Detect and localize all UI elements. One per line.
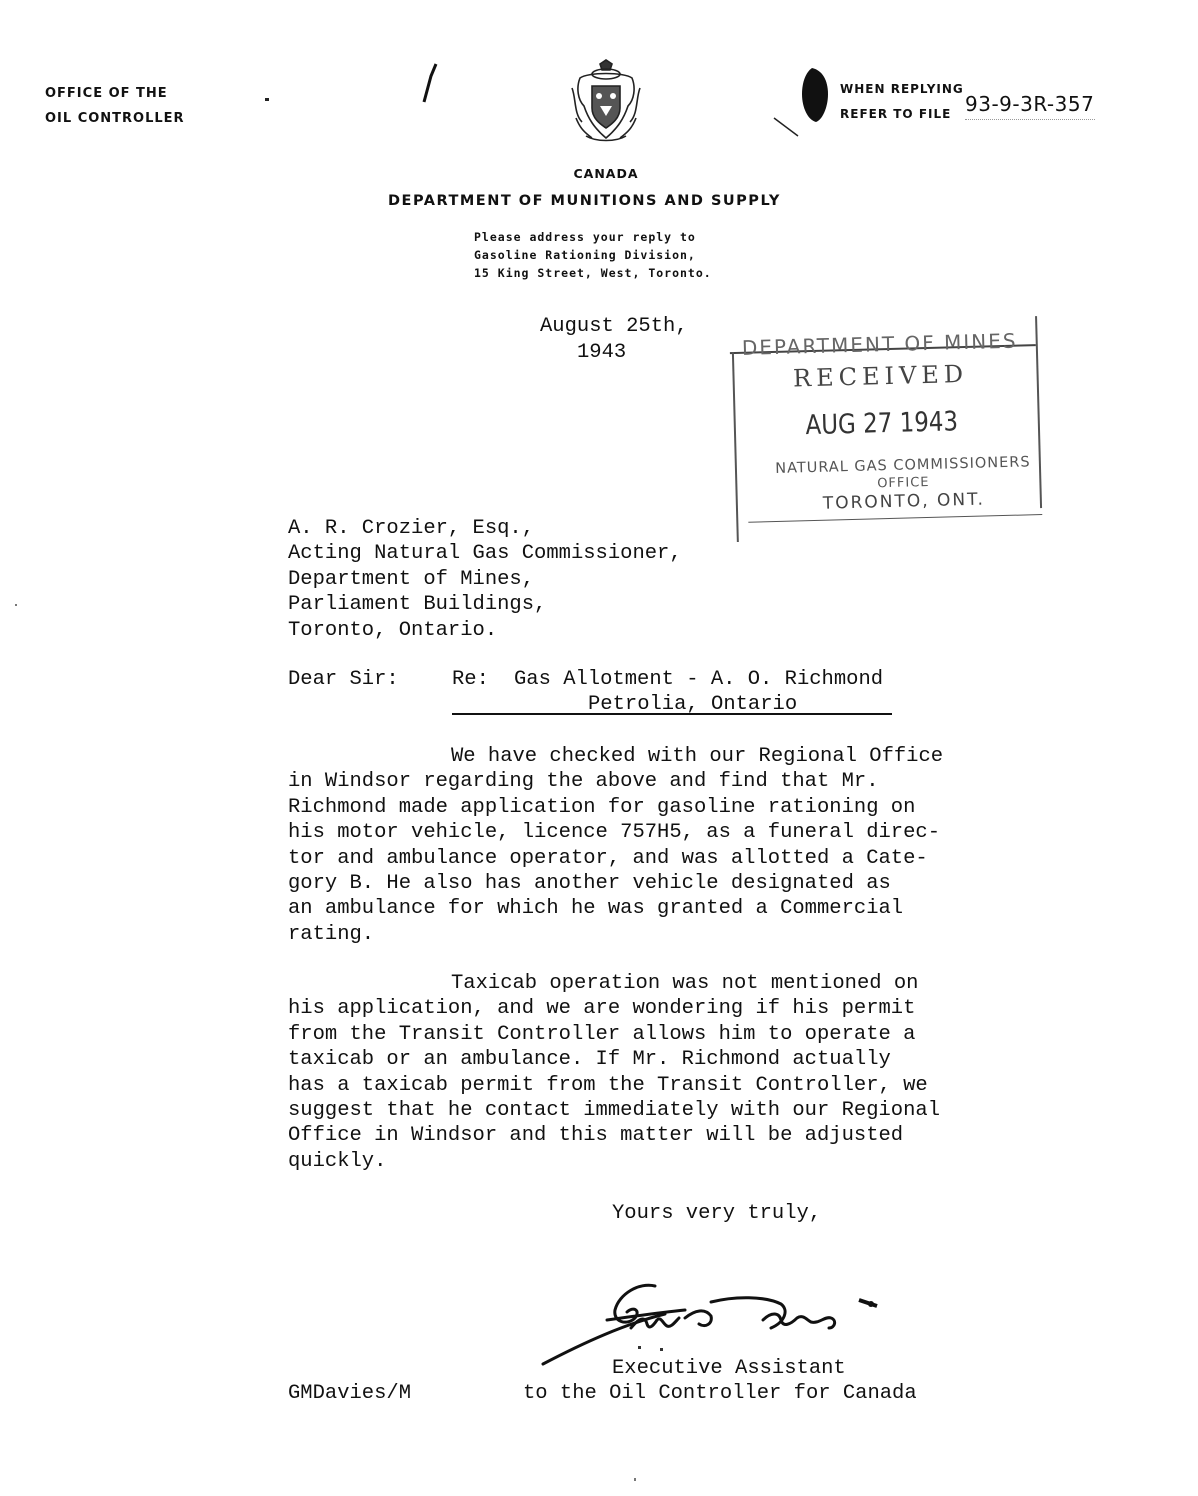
paragraph-line: his application, and we are wondering if his permit — [288, 997, 916, 1021]
date-line2: 1943 — [577, 341, 627, 364]
speck — [634, 1478, 636, 1481]
date-line1: August 25th, — [540, 315, 688, 338]
paragraph-line: an ambulance for which he was granted a Commercial — [288, 897, 904, 921]
stray-dot — [638, 1346, 641, 1349]
paragraph-1 — [288, 744, 943, 947]
stamp-line6: TORONTO, ONT. — [822, 489, 986, 514]
received-stamp — [729, 316, 1049, 546]
paragraph-line: suggest that he contact immediately with our Regional — [288, 1099, 941, 1123]
paragraph-2 — [288, 971, 940, 1174]
paragraph-line: has a taxicab permit from the Transit Controller, we — [288, 1073, 928, 1097]
paragraph-line: We have checked with our Regional Office — [451, 745, 944, 768]
paragraph-line: from the Transit Controller allows him to operate a — [288, 1022, 916, 1046]
paragraph-line: Office in Windsor and this matter will be adjusted — [288, 1124, 904, 1148]
stamp-date: AUG 27 1943 — [805, 406, 959, 442]
speck — [15, 604, 17, 606]
stamp-frame — [748, 514, 1042, 524]
stamp-line5: OFFICE — [877, 474, 930, 492]
reply-address-line: Gasoline Rationing Division, — [474, 248, 696, 262]
salutation: Dear Sir: — [288, 668, 399, 691]
stray-dot — [660, 1348, 663, 1351]
paragraph-line: rating. — [288, 922, 375, 946]
paragraph-line: Richmond made application for gasoline rationing on — [288, 795, 916, 819]
paragraph-line: his motor vehicle, licence 757H5, as a funeral direc- — [288, 821, 941, 845]
reply-line1: WHEN REPLYING — [840, 82, 964, 96]
paragraph-line: tor and ambulance operator, and was allotted a Cate- — [288, 846, 928, 870]
paragraph-line: in Windsor regarding the above and find that Mr. — [288, 770, 879, 794]
recipient-line: Parliament Buildings, — [288, 593, 547, 617]
file-number-underline — [965, 119, 1095, 120]
closing: Yours very truly, — [612, 1202, 822, 1225]
re-subject-line1: Gas Allotment - A. O. Richmond — [514, 668, 884, 691]
recipient-line: A. R. Crozier, Esq., — [288, 517, 535, 540]
office-title-line2: OIL CONTROLLER — [45, 111, 185, 126]
typist-initials: GMDavies/M — [288, 1382, 412, 1405]
recipient-line: Toronto, Ontario. — [288, 618, 498, 642]
stamp-line4: NATURAL GAS COMMISSIONERS — [775, 454, 1031, 477]
stray-mark — [265, 98, 269, 101]
signer-title-line1: Executive Assistant — [612, 1357, 846, 1380]
stamp-received: RECEIVED — [792, 359, 969, 393]
pen-stroke-icon — [772, 114, 802, 140]
reply-address-line: Please address your reply to — [474, 230, 696, 244]
paragraph-line: gory B. He also has another vehicle designated as — [288, 872, 891, 896]
file-number: 93-9-3R-357 — [965, 92, 1095, 116]
office-title-line1: OFFICE OF THE — [45, 86, 168, 101]
re-subject-line2: Petrolia, Ontario — [588, 693, 798, 716]
recipient-line: Department of Mines, — [288, 567, 535, 591]
ink-blot-icon — [798, 66, 832, 124]
country-heading: CANADA — [573, 166, 639, 181]
paragraph-line: quickly. — [288, 1149, 387, 1173]
reply-line2: REFER TO FILE — [840, 107, 952, 121]
re-label: Re: — [452, 668, 489, 691]
signature-dash — [859, 1300, 877, 1306]
recipient-line: Acting Natural Gas Commissioner, — [288, 542, 682, 566]
paragraph-line: Taxicab operation was not mentioned on — [451, 972, 919, 995]
department-heading: DEPARTMENT OF MUNITIONS AND SUPPLY — [388, 193, 781, 209]
reply-address-line: 15 King Street, West, Toronto. — [474, 266, 712, 280]
paragraph-line: taxicab or an ambulance. If Mr. Richmond actually — [288, 1048, 891, 1072]
re-underline — [452, 713, 892, 715]
recipient-block — [288, 516, 682, 643]
stamp-line1: DEPARTMENT OF MINES — [741, 328, 1018, 360]
coat-of-arms-icon — [566, 58, 646, 148]
signer-title-line2: to the Oil Controller for Canada — [523, 1382, 917, 1405]
reply-address — [474, 228, 712, 282]
pen-mark-icon — [420, 62, 440, 104]
